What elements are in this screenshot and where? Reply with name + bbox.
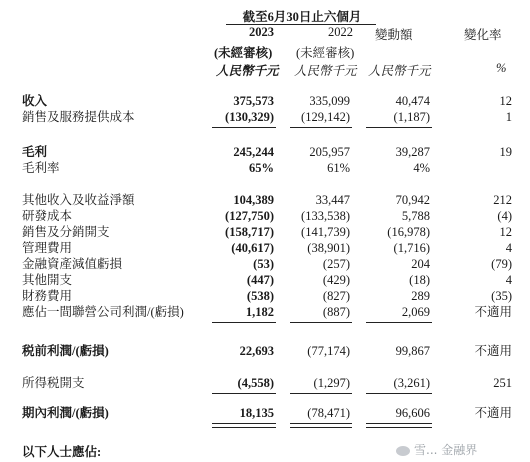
value-2022: 205,957 (309, 145, 350, 159)
value-rate: (4) (497, 209, 512, 223)
value-change: (18) (409, 273, 430, 287)
value-change: 99,867 (395, 344, 430, 358)
value-change: 70,942 (395, 193, 430, 207)
value-rate: 不適用 (474, 344, 512, 358)
unaudited-2022: (未經審核) (296, 46, 355, 60)
row-label: 毛利率 (22, 161, 60, 175)
row-label: 銷售及分銷開支 (22, 225, 110, 239)
value-2022: (129,142) (301, 110, 350, 124)
value-rate: 4 (505, 241, 512, 255)
table-row (0, 159, 530, 177)
value-rate: 不適用 (474, 305, 512, 319)
value-rate: (79) (491, 257, 512, 271)
value-2022: (827) (322, 289, 350, 303)
subtotal-rule (366, 322, 432, 323)
value-change: (3,261) (393, 376, 430, 390)
value-change: 204 (411, 257, 430, 271)
value-change: 39,287 (395, 145, 430, 159)
watermark-text: 雪... 金融界 (414, 443, 478, 457)
row-label: 其他開支 (22, 273, 73, 287)
value-2023: 375,573 (233, 94, 274, 108)
value-change: 289 (411, 289, 430, 303)
value-rate: 12 (499, 94, 512, 108)
row-label: 期內利潤/(虧損) (22, 406, 109, 420)
watermark (396, 441, 477, 458)
col-header-rate: 變化率 (464, 28, 502, 42)
unit-change: 人民幣千元 (368, 64, 431, 78)
row-label: 其他收入及收益淨額 (22, 193, 135, 207)
value-change: 96,606 (395, 406, 430, 420)
row-label: 毛利 (22, 145, 48, 159)
period-header: 截至6月30日止六個月 (242, 10, 362, 24)
table-row (0, 108, 530, 126)
value-change: (1,716) (393, 241, 430, 255)
value-rate: 不適用 (474, 406, 512, 420)
attributable-heading: 以下人士應佔: (22, 445, 102, 459)
total-double-rule (212, 423, 276, 428)
value-2023: (538) (246, 289, 274, 303)
subtotal-rule (366, 393, 432, 394)
value-2023: (447) (246, 273, 274, 287)
table-row (0, 404, 530, 422)
col-header-change: 變動額 (375, 28, 413, 42)
value-rate: 251 (493, 376, 512, 390)
row-label: 管理費用 (22, 241, 73, 255)
subtotal-rule (212, 393, 276, 394)
row-label: 所得税開支 (22, 376, 85, 390)
value-2022: 33,447 (315, 193, 350, 207)
value-2023: (130,329) (225, 110, 274, 124)
watermark-icon (396, 446, 410, 456)
value-rate: 19 (499, 145, 512, 159)
unaudited-2023: (未經審核) (214, 46, 273, 60)
row-label: 應佔一間聯營公司利潤/(虧損) (22, 305, 184, 319)
col-header-2022: 2022 (328, 25, 353, 39)
unit-2022: 人民幣千元 (294, 64, 357, 78)
value-2022: (429) (322, 273, 350, 287)
value-2023: 18,135 (239, 406, 274, 420)
subtotal-rule (290, 127, 352, 128)
row-label: 財務費用 (22, 289, 73, 303)
value-2023: 1,182 (245, 305, 274, 319)
value-change: 4% (413, 161, 430, 175)
row-label: 税前利潤/(虧損) (22, 344, 109, 358)
value-rate: 12 (499, 225, 512, 239)
col-header-2023: 2023 (249, 25, 274, 39)
value-change: 40,474 (395, 94, 430, 108)
value-change: (16,978) (387, 225, 430, 239)
table-row (0, 374, 530, 392)
value-2022: (133,538) (301, 209, 350, 223)
value-rate: 4 (505, 273, 512, 287)
subtotal-rule (366, 127, 432, 128)
value-2022: (78,471) (307, 406, 350, 420)
value-2023: (158,717) (225, 225, 274, 239)
row-label: 金融資產減值虧損 (22, 257, 123, 271)
value-2023: (127,750) (225, 209, 274, 223)
value-2023: (53) (253, 257, 274, 271)
row-label: 研發成本 (22, 209, 73, 223)
subtotal-rule (212, 322, 276, 323)
table-row (0, 342, 530, 360)
value-change: 5,788 (401, 209, 430, 223)
subtotal-rule (212, 127, 276, 128)
value-2023: 22,693 (239, 344, 274, 358)
value-2022: (77,174) (307, 344, 350, 358)
value-rate: (35) (491, 289, 512, 303)
row-label: 銷售及服務提供成本 (22, 110, 135, 124)
table-row (0, 303, 530, 321)
value-change: 2,069 (401, 305, 430, 319)
value-2022: (38,901) (307, 241, 350, 255)
value-2022: 335,099 (309, 94, 350, 108)
value-2022: (257) (322, 257, 350, 271)
value-2022: (1,297) (313, 376, 350, 390)
value-2022: (887) (322, 305, 350, 319)
value-2022: 61% (327, 161, 350, 175)
total-double-rule (366, 423, 432, 428)
value-2022: (141,739) (301, 225, 350, 239)
subtotal-rule (290, 393, 352, 394)
value-2023: (40,617) (231, 241, 274, 255)
unit-2023: 人民幣千元 (216, 64, 279, 78)
value-rate: 1 (505, 110, 512, 124)
value-2023: 245,244 (233, 145, 274, 159)
value-change: (1,187) (393, 110, 430, 124)
value-2023: 104,389 (233, 193, 274, 207)
unit-rate: % (496, 61, 507, 75)
total-double-rule (290, 423, 352, 428)
subtotal-rule (290, 322, 352, 323)
value-2023: (4,558) (237, 376, 274, 390)
value-rate: 212 (493, 193, 512, 207)
value-2023: 65% (249, 161, 274, 175)
row-label: 收入 (22, 94, 48, 108)
